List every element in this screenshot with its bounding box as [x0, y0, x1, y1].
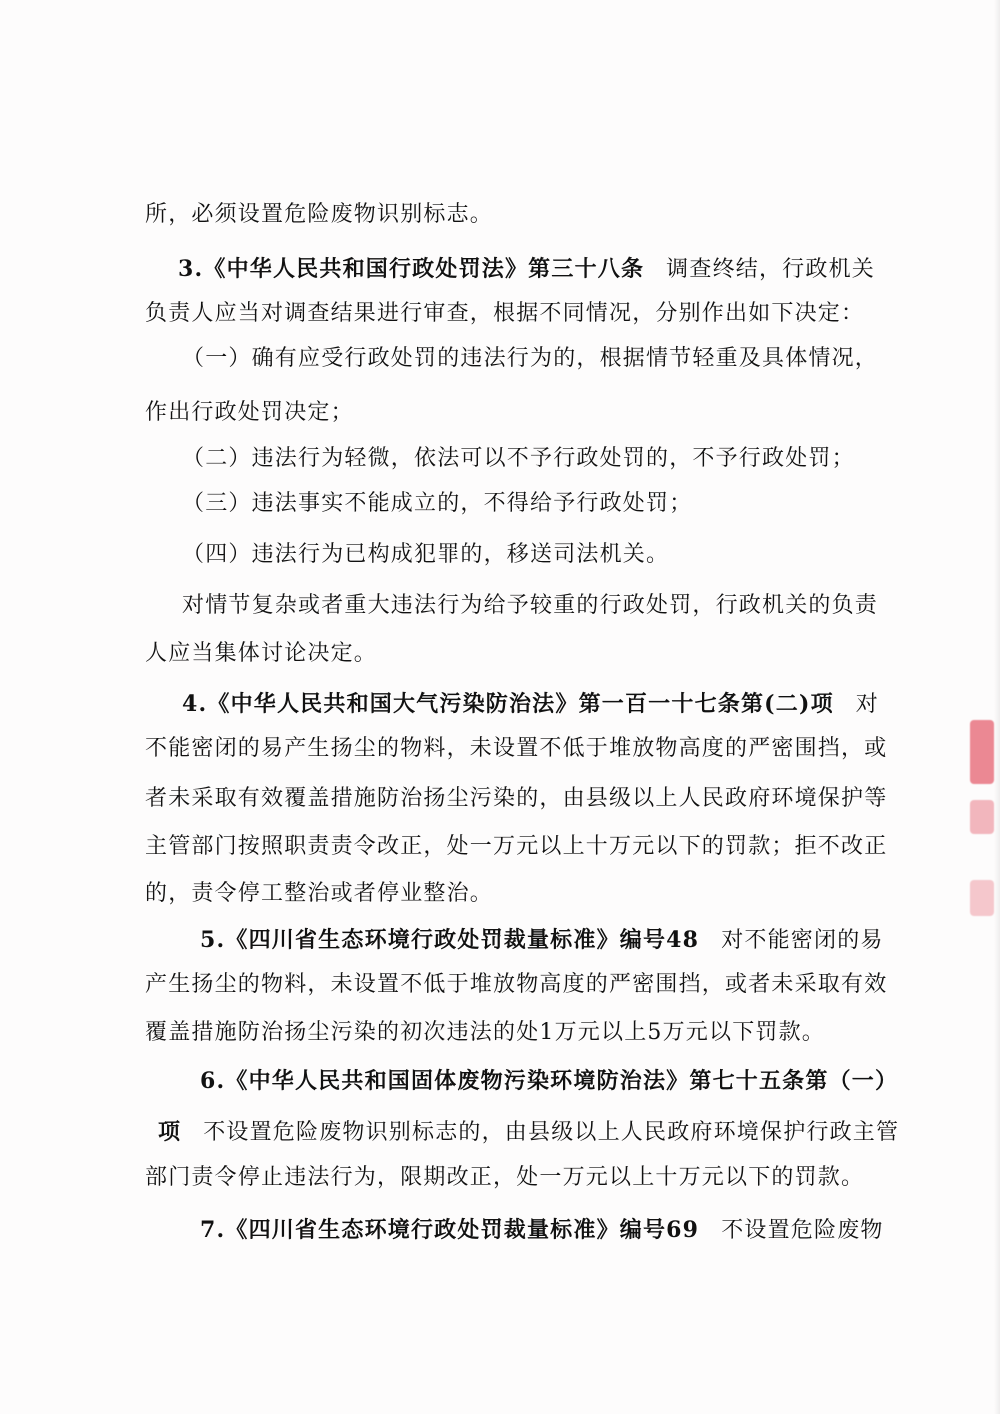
line-text: （一）确有应受行政处罚的违法行为的，根据情节轻重及具体情况，	[182, 346, 879, 371]
article-heading: 3.《中华人民共和国行政处罚法》第三十八条	[178, 256, 645, 282]
article-heading: 5.《四川省生态环境行政处罚裁量标准》编号48	[200, 927, 700, 953]
paragraph-line	[0, 298, 1000, 330]
line-text: 对	[855, 692, 879, 717]
paragraph-line	[0, 733, 1000, 765]
article-heading-line	[0, 688, 1000, 721]
article-heading-line	[0, 253, 1000, 286]
line-text: 主管部门按照职责责令改正，处一万元以上十万元以下的罚款；拒不改正	[145, 834, 888, 859]
list-item-line	[0, 443, 1000, 475]
line-text: 不设置危险废物	[721, 1218, 884, 1243]
line-text: （四）违法行为已构成犯罪的，移送司法机关。	[182, 542, 670, 567]
article-heading: 项	[158, 1119, 182, 1145]
paragraph-line	[0, 638, 1000, 670]
article-heading-line	[0, 924, 1000, 957]
paragraph-line	[0, 969, 1000, 1001]
paragraph-line	[0, 397, 1000, 429]
paragraph-line	[0, 199, 1000, 231]
line-text: 所，必须设置危险废物识别标志。	[145, 202, 494, 227]
line-text: 的，责令停工整治或者停业整治。	[145, 881, 494, 906]
line-text: （三）违法事实不能成立的，不得给予行政处罚；	[182, 491, 693, 516]
article-heading: 4.《中华人民共和国大气污染防治法》第一百一十七条第(二)项	[182, 691, 834, 717]
line-text: 负责人应当对调查结果进行审查，根据不同情况，分别作出如下决定：	[145, 301, 865, 326]
article-heading: 6.《中华人民共和国固体废物污染环境防治法》第七十五条第（一）	[200, 1068, 899, 1094]
paragraph-line	[0, 590, 1000, 622]
line-text: 不能密闭的易产生扬尘的物料，未设置不低于堆放物高度的严密围挡，或	[145, 736, 888, 761]
line-text: 覆盖措施防治扬尘污染的初次违法的处1万元以上5万元以下罚款。	[145, 1020, 825, 1045]
paragraph-line	[0, 1017, 1000, 1049]
line-text: 产生扬尘的物料，未设置不低于堆放物高度的严密围挡，或者未采取有效	[145, 972, 888, 997]
article-heading-line	[0, 1065, 1000, 1098]
line-text: （二）违法行为轻微，依法可以不予行政处罚的，不予行政处罚；	[182, 446, 855, 471]
line-text: 作出行政处罚决定；	[145, 400, 354, 425]
line-text: 不设置危险废物识别标志的，由县级以上人民政府环境保护行政主管	[203, 1120, 900, 1145]
article-heading: 7.《四川省生态环境行政处罚裁量标准》编号69	[200, 1217, 700, 1243]
list-item-line	[0, 343, 1000, 375]
line-text: 对不能密闭的易	[721, 928, 884, 953]
article-heading-line	[0, 1116, 1000, 1149]
paragraph-line	[0, 1162, 1000, 1194]
list-item-line	[0, 488, 1000, 520]
paragraph-line	[0, 878, 1000, 910]
paragraph-line	[0, 831, 1000, 863]
list-item-line	[0, 539, 1000, 571]
line-text: 调查终结，行政机关	[666, 257, 875, 282]
line-text: 人应当集体讨论决定。	[145, 641, 378, 666]
line-text: 对情节复杂或者重大违法行为给予较重的行政处罚，行政机关的负责	[182, 593, 879, 618]
line-text: 者未采取有效覆盖措施防治扬尘污染的，由县级以上人民政府环境保护等	[145, 786, 888, 811]
line-text: 部门责令停止违法行为，限期改正，处一万元以上十万元以下的罚款。	[145, 1165, 865, 1190]
article-heading-line	[0, 1214, 1000, 1247]
paragraph-line	[0, 783, 1000, 815]
